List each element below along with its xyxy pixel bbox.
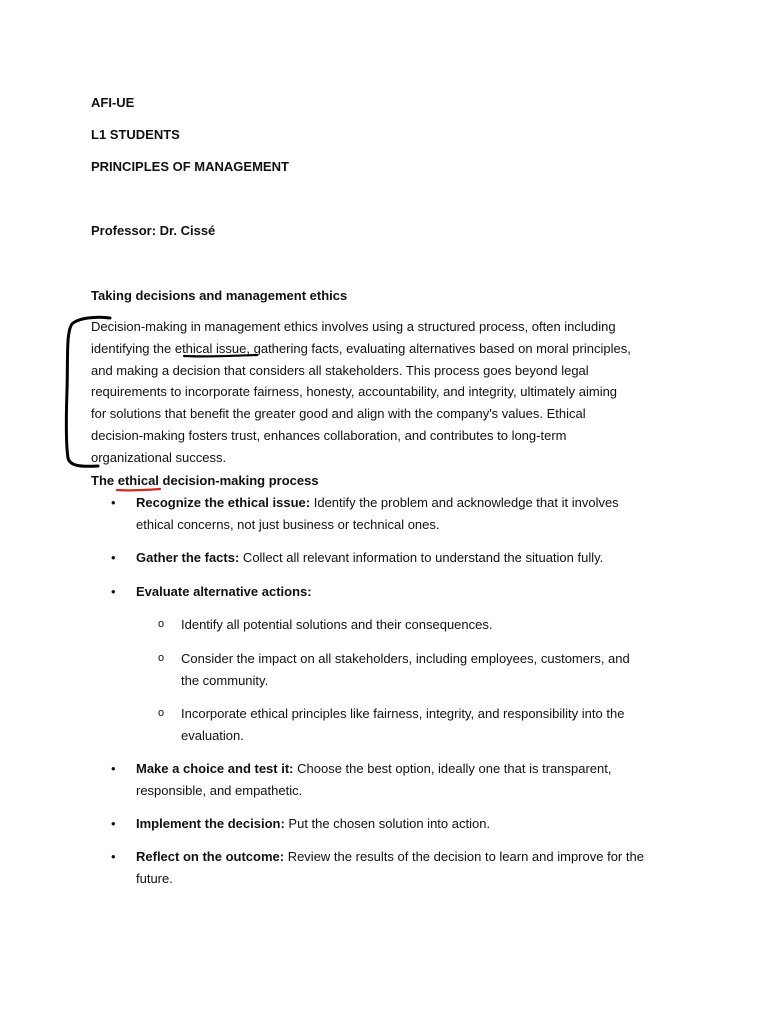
- professor-name: Professor: Dr. Cissé: [91, 223, 216, 238]
- list-item: [111, 547, 696, 569]
- step-text: Identify the problem and acknowledge that it involves: [310, 495, 619, 510]
- bullet-icon: •: [111, 584, 116, 599]
- paragraph-line: for solutions that benefit the greater good and align with the company's values. Ethical: [91, 406, 586, 422]
- paragraph-line: and making a decision that considers all stakeholders. This process goes beyond legal: [91, 362, 589, 378]
- sub-list-item: [158, 703, 691, 747]
- step-text: future.: [136, 870, 173, 886]
- step-text: ethical concerns, not just business or technical ones.: [136, 516, 440, 532]
- list-item: [111, 758, 696, 802]
- paragraph-line: [91, 338, 681, 360]
- step-label: Implement the decision:: [136, 816, 285, 831]
- sub-step-text: Consider the impact on all stakeholders, including employees, customers, and: [181, 651, 630, 666]
- paragraph-line: Decision-making in management ethics involves using a structured process, often including: [91, 319, 616, 334]
- list-item: [111, 813, 696, 835]
- step-label: Gather the facts:: [136, 550, 240, 565]
- underlined-ethical-word: ethical: [117, 473, 159, 488]
- sub-step-text: the community.: [181, 672, 269, 688]
- list-item: [111, 846, 696, 890]
- bullet-icon: •: [111, 550, 116, 565]
- bullet-icon: •: [111, 761, 116, 776]
- class-level: L1 STUDENTS: [91, 127, 180, 142]
- bullet-icon: •: [111, 495, 116, 510]
- circle-bullet-icon: o: [158, 707, 165, 719]
- list-item: [111, 581, 696, 603]
- institution-name: AFI-UE: [91, 95, 135, 110]
- bullet-icon: •: [111, 849, 116, 864]
- sub-step-text: evaluation.: [181, 727, 244, 743]
- bullet-icon: •: [111, 816, 116, 831]
- paragraph-line: decision-making fosters trust, enhances collaboration, and contributes to long-term: [91, 427, 567, 443]
- step-label: Evaluate alternative actions:: [136, 584, 312, 599]
- process-heading: [91, 470, 319, 492]
- step-label: Recognize the ethical issue:: [136, 495, 311, 510]
- heading-text: The: [91, 473, 118, 488]
- step-text: Put the chosen solution into action.: [284, 816, 491, 831]
- circle-bullet-icon: o: [158, 652, 165, 664]
- sub-list-item: [158, 614, 691, 636]
- section-title: Taking decisions and management ethics: [91, 288, 348, 303]
- course-title: PRINCIPLES OF MANAGEMENT: [91, 159, 289, 174]
- paragraph-line: requirements to incorporate fairness, honesty, accountability, and integrity, ultimately aiming: [91, 384, 618, 400]
- sub-step-text: Incorporate ethical principles like fairness, integrity, and responsibility into the: [181, 706, 625, 721]
- list-item: [111, 492, 696, 536]
- step-text: Review the results of the decision to learn and improve for the: [284, 849, 644, 864]
- step-text: Choose the best option, ideally one that is transparent,: [293, 761, 612, 776]
- paragraph-text: identifying the: [91, 340, 175, 356]
- step-text: Collect all relevant information to understand the situation fully.: [239, 550, 604, 565]
- paragraph-line: organizational success.: [91, 449, 227, 465]
- heading-text: decision-making process: [158, 473, 319, 488]
- paragraph-text: , gathering facts, evaluating alternatives based on moral principles,: [246, 340, 631, 356]
- sub-step-text: Identify all potential solutions and their consequences.: [181, 617, 493, 632]
- circle-bullet-icon: o: [158, 618, 165, 630]
- step-label: Make a choice and test it:: [136, 761, 294, 776]
- step-text: responsible, and empathetic.: [136, 782, 303, 798]
- sub-list-item: [158, 648, 691, 692]
- underlined-ethical-issue: ethical issue: [174, 340, 247, 356]
- step-label: Reflect on the outcome:: [136, 849, 285, 864]
- intro-paragraph: [91, 316, 681, 469]
